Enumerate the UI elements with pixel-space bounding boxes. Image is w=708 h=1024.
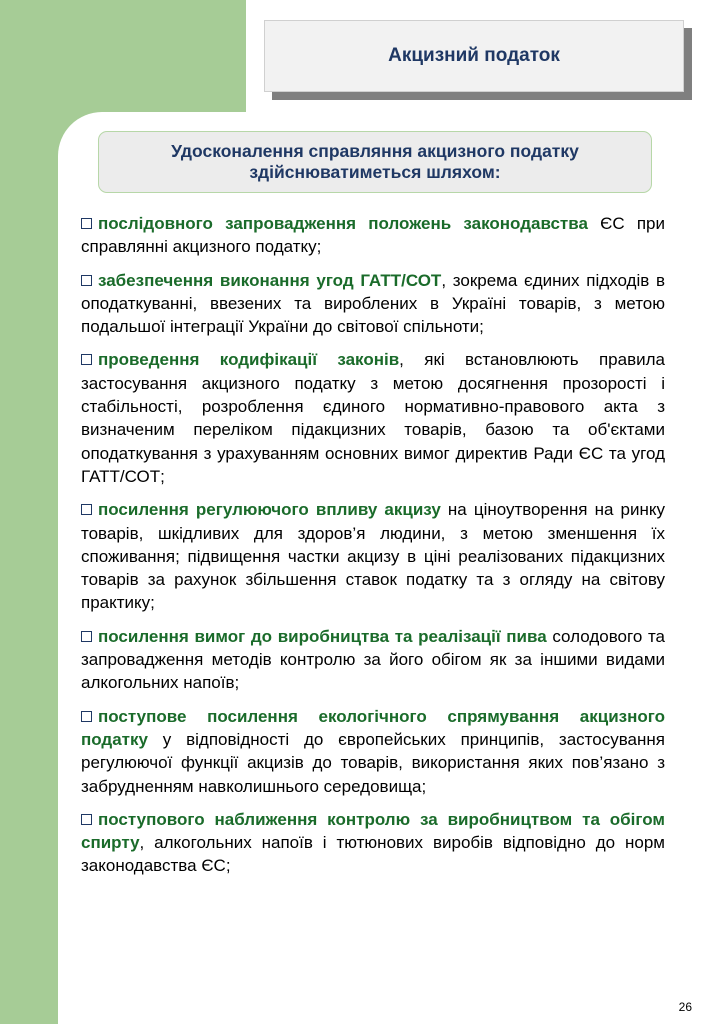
item-highlight: поступове посилення екологічного спрямування акцизного податку: [81, 706, 665, 749]
list-item: [81, 808, 665, 878]
list-item: [81, 348, 665, 488]
item-highlight: послідовного запровадження положень законодавства: [98, 214, 588, 233]
list-item: [81, 269, 665, 339]
subtitle: Удосконалення справляння акцизного податку здійснюватиметься шляхом:: [171, 141, 579, 182]
hollow-square-bullet-icon: [81, 504, 92, 515]
hollow-square-bullet-icon: [81, 631, 92, 642]
item-highlight: посилення регулюючого впливу акцизу: [98, 500, 441, 520]
subtitle-box: [98, 131, 652, 193]
measures-list: [81, 212, 665, 888]
item-highlight: проведення кодифікації законів: [98, 350, 400, 370]
hollow-square-bullet-icon: [81, 354, 92, 365]
item-text: , які встановлюють правила застосування акцизного податку з метою досягнення прозорості і стабільності, розроблення єдиного нормативно-правового акта з визначеним переліком підакцизних товарів, базою та об'єктами оподаткування з урахуванням основних вимог директив Ради ЄС та угод ГАТТ/СОТ;: [81, 350, 665, 486]
hollow-square-bullet-icon: [81, 711, 92, 722]
list-item: [81, 705, 665, 798]
list-item: [81, 498, 665, 614]
item-text: , зокрема єдиних підходів в оподаткуванні, ввезених та вироблених в Україні товарів, з метою подальшої інтеграції України до світової спільноти;: [81, 270, 666, 337]
hollow-square-bullet-icon: [81, 218, 92, 229]
page-title: Акцизний податок: [388, 45, 560, 66]
title-box: [264, 20, 684, 92]
item-text: на ціноутворення на ринку товарів, шкідливих для здоров’я людини, з метою зменшення їх споживання; підвищення частки акцизу в ціні реалізованих підакцизних товарів за рахунок збільшення ставок податку та з огляду на світову практику;: [81, 500, 666, 613]
item-highlight: посилення вимог до виробництва та реалізації пива: [98, 626, 547, 646]
item-text: , алкогольних напоїв і тютюнових виробів відповідно до норм законодавства ЄС;: [81, 833, 665, 876]
hollow-square-bullet-icon: [81, 814, 92, 825]
item-highlight: забезпечення виконання угод ГАТТ/СОТ: [98, 270, 442, 290]
hollow-square-bullet-icon: [81, 275, 92, 286]
item-highlight: поступового наближення контролю за виробництвом та обігом спирту: [81, 809, 665, 853]
page-number: 26: [678, 1000, 692, 1014]
list-item: [81, 625, 665, 695]
list-item: [81, 212, 665, 259]
item-text: солодового та запровадження методів контролю за його обігом як за іншими видами алкогольних напоїв;: [81, 626, 665, 693]
item-text: ЄС при справлянні акцизного податку;: [81, 214, 665, 257]
item-text: у відповідності до європейських принципів, застосування регулюючої функції акцизів до товарів, використання яких пов’язано з забрудненням навколишнього середовища;: [81, 729, 665, 796]
